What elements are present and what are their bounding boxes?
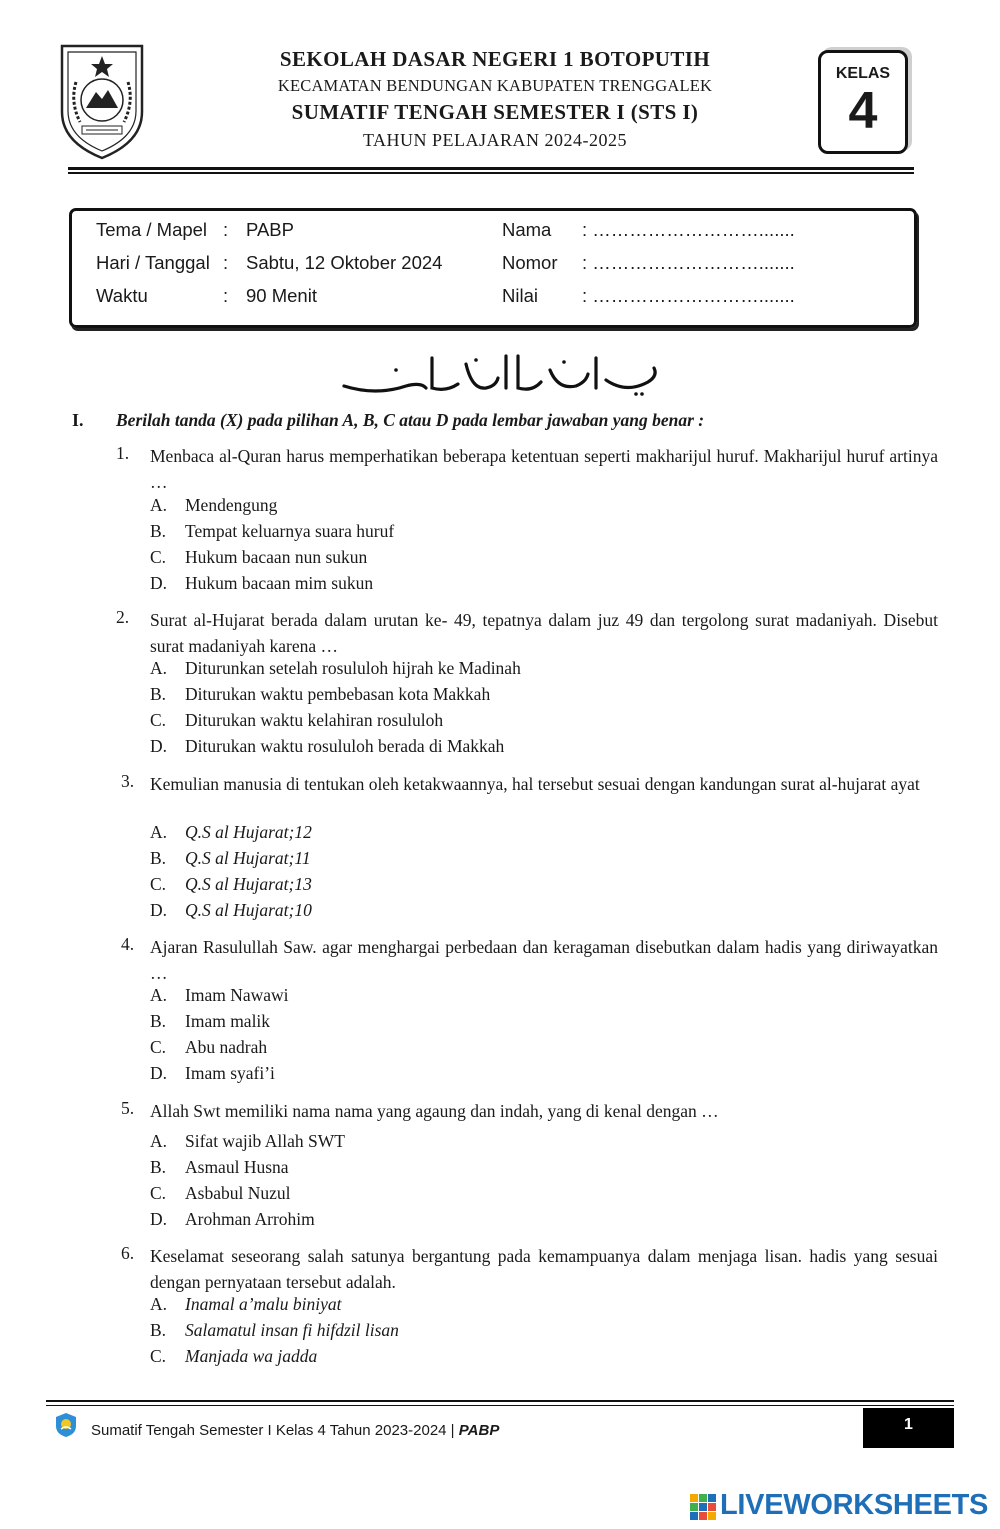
liveworksheets-logo-icon: [690, 1494, 717, 1521]
number-field[interactable]: : ……………………….......: [582, 252, 795, 273]
basmala-calligraphy: [336, 350, 666, 400]
option-letter: A.: [150, 495, 168, 515]
question-number: 4.: [121, 934, 135, 954]
option-letter: A.: [150, 658, 168, 678]
option-text: Asmaul Husna: [185, 1157, 289, 1177]
option-letter: D.: [150, 736, 168, 756]
question-text: Menbaca al-Quran harus memperhatikan beberapa ketentuan seperti makharijul huruf. Makharijul huruf artinya …: [150, 446, 938, 492]
option-letter: D.: [150, 1209, 168, 1229]
option-letter: A.: [150, 822, 168, 842]
option-letter: B.: [150, 684, 167, 704]
section-instruction: Berilah tanda (X) pada pilihan A, B, C atau D pada lembar jawaban yang benar :: [116, 410, 705, 430]
info-label-name: Nama: [502, 219, 552, 240]
info-sep: :: [223, 219, 229, 240]
option-letter: C.: [150, 1183, 167, 1203]
question-number: 3.: [121, 771, 135, 791]
question-text: Surat al-Hujarat berada dalam urutan ke- 49, tepatnya dalam juz 49 dan tergolong surat madaniyah. Disebut surat madaniyah karena …: [150, 610, 938, 656]
info-value-date: Sabtu, 12 Oktober 2024: [246, 252, 443, 273]
question-number: 1.: [116, 443, 130, 463]
option-text: Hukum bacaan nun sukun: [185, 547, 368, 567]
class-number: 4: [848, 82, 878, 140]
option-text: Q.S al Hujarat;11: [185, 848, 311, 868]
footer-divider-thin: [46, 1405, 954, 1406]
option-letter: C.: [150, 1037, 167, 1057]
option-text: Diturukan waktu kelahiran rosululoh: [185, 710, 444, 730]
option-letter: A.: [150, 985, 168, 1005]
option-text: Diturukan waktu pembebasan kota Makkah: [185, 684, 491, 704]
option-letter: B.: [150, 521, 167, 541]
regency-emblem-logo: [56, 42, 148, 160]
school-name: SEKOLAH DASAR NEGERI 1 BOTOPUTIH: [279, 47, 711, 71]
option-letter: C.: [150, 547, 167, 567]
class-label: KELAS: [835, 65, 891, 82]
option-text: Hukum bacaan mim sukun: [185, 573, 374, 593]
header-divider-thin: [68, 172, 914, 174]
info-label-number: Nomor: [502, 252, 558, 273]
page-number: 1: [863, 1408, 954, 1448]
option-text: Sifat wajib Allah SWT: [185, 1131, 345, 1151]
watermark-text: LIVEWORKSHEETS: [720, 1489, 989, 1521]
exam-title: SUMATIF TENGAH SEMESTER I (STS I): [291, 100, 699, 124]
question-number: 5.: [121, 1098, 135, 1118]
option-letter: D.: [150, 573, 168, 593]
question-text: Ajaran Rasulullah Saw. agar menghargai perbedaan dan keragaman disebutkan dalam hadis yang diriwayatkan …: [150, 937, 938, 983]
question-text: Kemulian manusia di tentukan oleh ketakwaannya, hal tersebut sesuai dengan kandungan surat al-hujarat ayat: [150, 774, 920, 794]
info-sep: :: [223, 285, 229, 306]
header-divider: [68, 167, 914, 170]
option-letter: D.: [150, 1063, 168, 1083]
option-text: Inamal a’malu biniyat: [185, 1294, 342, 1314]
option-letter: B.: [150, 1320, 167, 1340]
option-text: Q.S al Hujarat;13: [185, 874, 312, 894]
option-letter: C.: [150, 874, 167, 894]
info-label-subject: Tema / Mapel: [96, 219, 208, 240]
class-badge: [818, 50, 908, 154]
question-number: 2.: [116, 607, 130, 627]
option-letter: C.: [150, 1346, 167, 1366]
option-letter: B.: [150, 848, 167, 868]
student-info-box: [69, 208, 917, 328]
option-text: Q.S al Hujarat;10: [185, 900, 312, 920]
info-sep: :: [223, 252, 229, 273]
option-letter: B.: [150, 1011, 167, 1031]
option-letter: A.: [150, 1294, 168, 1314]
info-value-time: 90 Menit: [246, 285, 317, 306]
footer-caption: Sumatif Tengah Semester I Kelas 4 Tahun 2023-2024 |: [91, 1422, 455, 1439]
footer-divider: [46, 1400, 954, 1402]
option-text: Diturukan waktu rosululoh berada di Makkah: [185, 736, 505, 756]
option-text: Mendengung: [185, 495, 278, 515]
footer-subject: PABP: [458, 1422, 500, 1439]
option-letter: A.: [150, 1131, 168, 1151]
option-text: Tempat keluarnya suara huruf: [185, 521, 395, 541]
question-text: Keselamat seseorang salah satunya bergantung pada kemampuanya dalam menjaga lisan. hadis yang sesuai dengan pernyataan tersebut adalah.: [150, 1246, 938, 1292]
option-letter: C.: [150, 710, 167, 730]
score-field[interactable]: : ……………………….......: [582, 285, 795, 306]
option-text: Arohman Arrohim: [185, 1209, 315, 1229]
info-label-time: Waktu: [96, 285, 148, 306]
option-letter: D.: [150, 900, 168, 920]
option-text: Asbabul Nuzul: [185, 1183, 291, 1203]
question-text: Allah Swt memiliki nama nama yang agaung dan indah, yang di kenal dengan …: [150, 1101, 719, 1121]
option-text: Imam malik: [185, 1011, 271, 1031]
question-number: 6.: [121, 1243, 135, 1263]
education-ministry-logo-icon: [54, 1412, 78, 1438]
option-letter: B.: [150, 1157, 167, 1177]
option-text: Imam syafi’i: [185, 1063, 275, 1083]
option-text: Diturunkan setelah rosululoh hijrah ke Madinah: [185, 658, 521, 678]
info-label-date: Hari / Tanggal: [96, 252, 210, 273]
info-value-subject: PABP: [246, 219, 294, 240]
academic-year: TAHUN PELAJARAN 2024-2025: [362, 130, 628, 150]
option-text: Abu nadrah: [185, 1037, 268, 1057]
footer-text: [91, 1422, 499, 1439]
school-district: KECAMATAN BENDUNGAN KABUPATEN TRENGGALEK: [277, 76, 713, 95]
info-label-score: Nilai: [502, 285, 538, 306]
option-text: Salamatul insan fi hifdzil lisan: [185, 1320, 399, 1340]
option-text: Manjada wa jadda: [185, 1346, 318, 1366]
section-number: I.: [72, 410, 84, 430]
option-text: Imam Nawawi: [185, 985, 289, 1005]
option-text: Q.S al Hujarat;12: [185, 822, 312, 842]
name-field[interactable]: : ……………………….......: [582, 219, 795, 240]
